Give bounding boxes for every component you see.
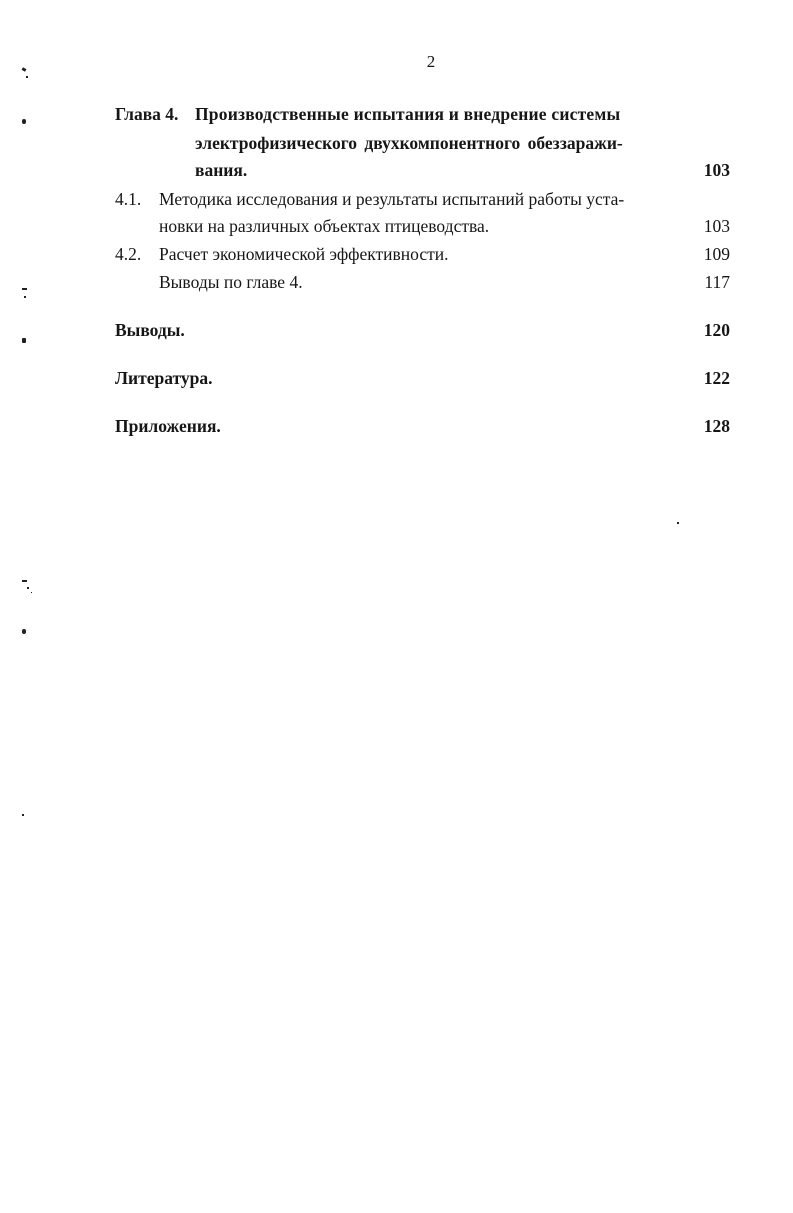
scan-speck — [22, 338, 26, 343]
scan-speck — [22, 288, 27, 290]
conclusions-page: 120 — [703, 320, 730, 340]
conclusions-title: Выводы. — [115, 320, 185, 340]
scan-speck — [26, 76, 28, 78]
section-4-2-number: 4.2. — [115, 244, 142, 264]
chapter-4-title-line-3: вания. — [195, 160, 248, 180]
appendices-page: 128 — [703, 416, 730, 436]
appendices-title: Приложения. — [115, 416, 221, 436]
chapter-4-conclusions-title: Выводы по главе 4. — [159, 272, 303, 292]
scan-speck — [22, 629, 26, 634]
scan-speck — [22, 814, 24, 816]
page-number: 2 — [426, 52, 436, 71]
scan-speck — [27, 587, 29, 589]
chapter-4-conclusions-page: 117 — [704, 272, 730, 292]
chapter-4-title-line-1: Производственные испытания и внедрение системы — [195, 104, 621, 124]
section-4-2-page: 109 — [703, 244, 730, 264]
scan-speck — [31, 592, 32, 593]
section-4-1-page: 103 — [703, 216, 730, 236]
literature-title: Литература. — [115, 368, 213, 388]
section-4-2-title: Расчет экономической эффективности. — [159, 244, 449, 264]
section-4-1-number: 4.1. — [115, 189, 142, 209]
section-4-1-line-1: Методика исследования и результаты испытаний работы уста- — [159, 189, 625, 209]
scan-speck — [22, 580, 27, 582]
scan-speck — [677, 522, 679, 524]
scan-speck — [24, 296, 26, 298]
section-4-1-line-2: новки на различных объектах птицеводства. — [159, 216, 490, 236]
literature-page: 122 — [703, 368, 730, 388]
chapter-4-page: 103 — [703, 160, 730, 180]
chapter-4-label: Глава 4. — [115, 104, 179, 124]
scan-speck — [22, 119, 26, 124]
chapter-4-title-line-2: электрофизического двухкомпонентного обеззаражи- — [195, 133, 623, 153]
